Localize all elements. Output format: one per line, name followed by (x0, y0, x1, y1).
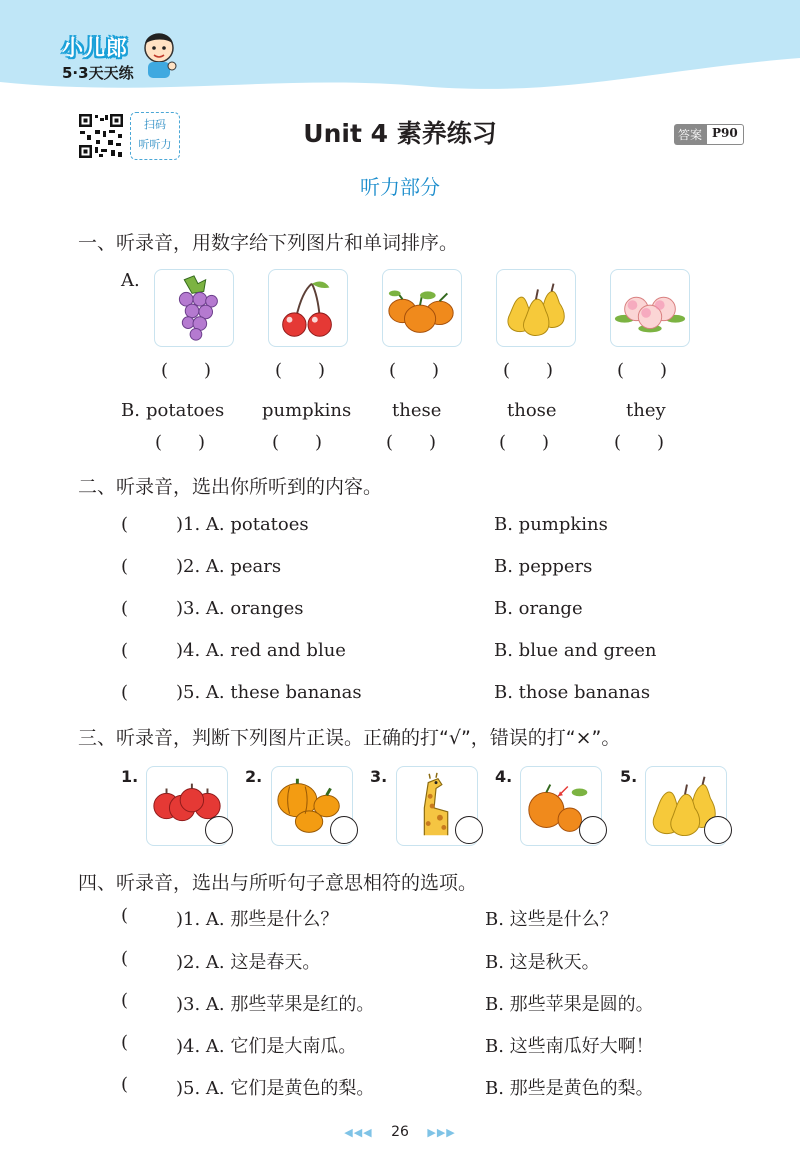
page-title: Unit 4 素养练习 (303, 119, 497, 148)
part1-a-blank-1[interactable]: ( ) (161, 360, 212, 381)
part2-option-a[interactable]: )3. A. oranges (176, 598, 304, 619)
part2-paren-open[interactable]: ( (121, 640, 129, 661)
part1-b-blank-3[interactable]: ( ) (386, 432, 437, 453)
peaches-icon (611, 270, 689, 346)
part4-heading: 四、听录音，选出与所听句子意思相符的选项。 (78, 872, 478, 894)
answer-circle-4[interactable] (579, 816, 607, 844)
part3-number-3: 3. (370, 767, 388, 786)
pears-icon (497, 270, 575, 346)
answer-circle-1[interactable] (205, 816, 233, 844)
part2-paren-open[interactable]: ( (121, 682, 129, 703)
brand-subtitle: 5·3天天练 (62, 64, 134, 82)
part1-word-5: they (626, 400, 666, 421)
oranges-icon (383, 270, 461, 346)
part2-option-b[interactable]: B. blue and green (494, 640, 657, 661)
part3-number-2: 2. (245, 767, 263, 786)
picture-pears (496, 269, 576, 347)
part2-option-a[interactable]: )1. A. potatoes (176, 514, 309, 535)
part3-heading: 三、听录音，判断下列图片正误。正确的打“√”，错误的打“×”。 (78, 727, 621, 749)
next-arrows-icon: ▶▶▶ (427, 1126, 456, 1139)
part4-option-b[interactable]: B. 这些是什么？ (485, 909, 618, 930)
part4-paren-open[interactable]: ( (121, 990, 129, 1011)
part2-option-a[interactable]: )4. A. red and blue (176, 640, 346, 661)
part1-b-blank-4[interactable]: ( ) (499, 432, 550, 453)
part1-a-blank-4[interactable]: ( ) (503, 360, 554, 381)
part1-b-blank-2[interactable]: ( ) (272, 432, 323, 453)
page-number: 26 (391, 1124, 409, 1140)
part1-a-blank-3[interactable]: ( ) (389, 360, 440, 381)
answer-label: 答案 (674, 124, 706, 145)
part3-number-5: 5. (620, 767, 638, 786)
brand-logo: 小儿郎 (62, 36, 128, 60)
picture-oranges (382, 269, 462, 347)
part2-option-b[interactable]: B. orange (494, 598, 583, 619)
part4-option-b[interactable]: B. 这些南瓜好大啊！ (485, 1036, 654, 1057)
part1-b-blank-5[interactable]: ( ) (614, 432, 665, 453)
part1-label-b: B. (121, 400, 140, 421)
answer-circle-2[interactable] (330, 816, 358, 844)
part4-option-b[interactable]: B. 那些是黄色的梨。 (485, 1078, 654, 1099)
answer-page: P90 (706, 124, 744, 145)
part2-option-a[interactable]: )2. A. pears (176, 556, 282, 577)
part2-option-b[interactable]: B. pumpkins (494, 514, 608, 535)
picture-cherries (268, 269, 348, 347)
picture-grapes (154, 269, 234, 347)
part4-option-a[interactable]: )5. A. 它们是黄色的梨。 (176, 1078, 375, 1099)
part2-option-b[interactable]: B. those bananas (494, 682, 651, 703)
part1-word-4: those (507, 400, 557, 421)
part4-paren-open[interactable]: ( (121, 948, 129, 969)
part1-label-a: A. (121, 270, 140, 291)
part4-paren-open[interactable]: ( (121, 1032, 129, 1053)
scan-line-2: 听听力 (138, 138, 172, 151)
cherries-icon (269, 270, 347, 346)
part1-word-3: these (392, 400, 442, 421)
part4-option-b[interactable]: B. 这是秋天。 (485, 952, 600, 973)
part1-b-blank-1[interactable]: ( ) (155, 432, 206, 453)
part3-number-4: 4. (495, 767, 513, 786)
part4-option-b[interactable]: B. 那些苹果是圆的。 (485, 994, 654, 1015)
answer-page-badge[interactable] (674, 124, 744, 145)
section-title: 听力部分 (360, 175, 440, 199)
part2-paren-open[interactable]: ( (121, 598, 129, 619)
part2-paren-open[interactable]: ( (121, 556, 129, 577)
part1-a-blank-2[interactable]: ( ) (275, 360, 326, 381)
part2-option-a[interactable]: )5. A. these bananas (176, 682, 362, 703)
page-footer (0, 1124, 800, 1140)
answer-circle-5[interactable] (704, 816, 732, 844)
part3-number-1: 1. (121, 767, 139, 786)
part1-word-1: potatoes (146, 400, 225, 421)
part4-option-a[interactable]: )4. A. 它们是大南瓜。 (176, 1036, 357, 1057)
part4-paren-open[interactable]: ( (121, 905, 129, 926)
part1-a-blank-5[interactable]: ( ) (617, 360, 668, 381)
part1-heading: 一、听录音，用数字给下列图片和单词排序。 (78, 232, 459, 254)
part1-word-2: pumpkins (262, 400, 352, 421)
answer-circle-3[interactable] (455, 816, 483, 844)
grapes-icon (155, 270, 233, 346)
part4-option-a[interactable]: )2. A. 这是春天。 (176, 952, 321, 973)
part2-option-b[interactable]: B. peppers (494, 556, 593, 577)
prev-arrows-icon: ◀◀◀ (344, 1126, 373, 1139)
part2-heading: 二、听录音，选出你所听到的内容。 (78, 476, 383, 498)
scan-line-1: 扫码 (144, 118, 166, 131)
picture-peaches (610, 269, 690, 347)
part4-paren-open[interactable]: ( (121, 1074, 129, 1095)
part4-option-a[interactable]: )3. A. 那些苹果是红的。 (176, 994, 375, 1015)
mascot-icon (138, 28, 180, 80)
part2-paren-open[interactable]: ( (121, 514, 129, 535)
part4-option-a[interactable]: )1. A. 那些是什么？ (176, 909, 339, 930)
